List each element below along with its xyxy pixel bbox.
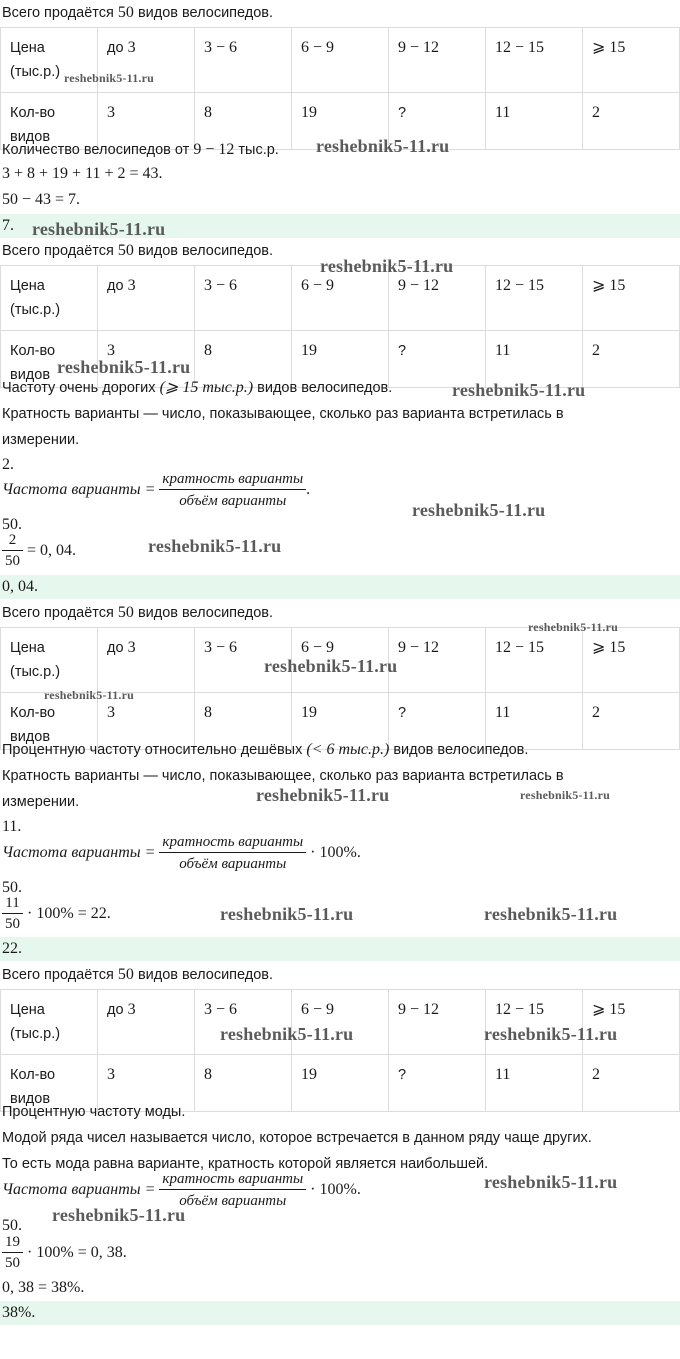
range-cell: до 3 (98, 28, 195, 93)
calc-fraction: $\frac{2}{50}$ (2, 532, 23, 570)
watermark: reshebnik5-11.ru (220, 904, 354, 924)
task3-calc: $\frac{11}{50}$ · 100% = 22. (2, 895, 111, 933)
task3-formula: Частота варианты = $\frac{\text{кратность варианты}}{\text{объём варианты}}$ · 100%. (2, 834, 361, 873)
count-cell: ? (389, 1055, 486, 1112)
range-cell: ⩾ 15 (583, 266, 680, 331)
watermark: reshebnik5-11.ru (528, 620, 618, 634)
count-cell: 11 (486, 693, 583, 750)
watermark: reshebnik5-11.ru (412, 500, 546, 520)
count-cell: 3 (98, 93, 195, 150)
task2-question: Частоту очень дорогих (⩾ 15 тыс.р.) видов велосипедов. (2, 379, 393, 396)
count-cell: 19 (292, 693, 389, 750)
definition-line: То есть мода равна варианте, кратность которой является наибольшей. (2, 1156, 489, 1172)
count-cell: 3 (98, 693, 195, 750)
range-cell: 3 − 6 (195, 990, 292, 1055)
count-cell: 2 (583, 331, 680, 388)
answer-box (0, 937, 680, 961)
range-cell: 6 − 9 (292, 990, 389, 1055)
range-cell: 6 − 9 (292, 266, 389, 331)
count-cell: 19 (292, 1055, 389, 1112)
count-cell: ? (389, 331, 486, 388)
count-header-cell: Кол-во видов (1, 331, 98, 388)
watermark: reshebnik5-11.ru (320, 256, 454, 276)
watermark: reshebnik5-11.ru (44, 688, 134, 702)
price-header-cell: Цена (тыс.р.) (1, 628, 98, 693)
range-cell: 6 − 9 (292, 28, 389, 93)
task2-calc: $\frac{2}{50}$ = 0, 04. (2, 532, 76, 570)
watermark: reshebnik5-11.ru (57, 357, 191, 377)
count-cell: 8 (195, 693, 292, 750)
definition-line: измерении. (2, 432, 80, 448)
formula-fraction: $\frac{\text{кратность варианты}}{\text{объём варианты}}$ (159, 833, 306, 873)
intro-text: Всего продаётся (2, 5, 114, 21)
formula-fraction: $\frac{\text{кратность варианты}}{\text{объём варианты}}$ (159, 1170, 306, 1210)
task4-question: Процентную частоту моды. (2, 1104, 186, 1120)
range-cell: 12 − 15 (486, 266, 583, 331)
task2-total: 50. (2, 516, 22, 533)
task1-step1: 3 + 8 + 19 + 11 + 2 = 43. (2, 165, 163, 182)
watermark: reshebnik5-11.ru (64, 71, 154, 85)
range-cell: 9 − 12 (389, 266, 486, 331)
task2-value: 2. (2, 456, 14, 473)
task1-step2: 50 − 43 = 7. (2, 191, 81, 208)
range-cell: до 3 (98, 990, 195, 1055)
task4-calc: $\frac{19}{50}$ · 100% = 0, 38. (2, 1234, 127, 1272)
calc-fraction: $\frac{19}{50}$ (2, 1234, 23, 1272)
intro-number: 50 (117, 4, 134, 21)
watermark: reshebnik5-11.ru (264, 656, 398, 676)
formula-fraction: $\frac{\text{кратность варианты}}{\text{объём варианты}}$ (159, 470, 306, 510)
range-cell: 6 − 9 (292, 628, 389, 693)
task3-value: 11. (2, 818, 22, 835)
task3-total: 50. (2, 879, 22, 896)
range-cell: ⩾ 15 (583, 628, 680, 693)
count-cell: 8 (195, 1055, 292, 1112)
count-cell: 2 (583, 693, 680, 750)
task4-step2: 0, 38 = 38%. (2, 1279, 85, 1296)
answer-box (0, 575, 680, 599)
watermark: reshebnik5-11.ru (452, 380, 586, 400)
range-cell: 3 − 6 (195, 266, 292, 331)
price-header-cell: Цена (тыс.р.) (1, 990, 98, 1055)
count-cell: 8 (195, 331, 292, 388)
range-cell: до 3 (98, 266, 195, 331)
range-cell: 3 − 6 (195, 28, 292, 93)
price-header-cell: Цена (тыс.р.) (1, 28, 98, 93)
count-cell: 3 (98, 1055, 195, 1112)
count-header-cell: Кол-во видов (1, 93, 98, 150)
range-cell: до 3 (98, 628, 195, 693)
intro-line (2, 4, 273, 22)
intro-text-end: видов велосипедов. (137, 5, 274, 21)
watermark: reshebnik5-11.ru (520, 788, 610, 802)
intro-line: Всего продаётся 50 видов велосипедов. (2, 604, 274, 621)
count-header-cell: Кол-во видов (1, 693, 98, 750)
count-cell: 11 (486, 1055, 583, 1112)
price-header-cell: Цена (тыс.р.) (1, 266, 98, 331)
task4-total: 50. (2, 1217, 22, 1234)
frequency-table (0, 989, 680, 1112)
count-cell: 8 (195, 93, 292, 150)
range-cell: 12 − 15 (486, 28, 583, 93)
watermark: reshebnik5-11.ru (220, 1024, 354, 1044)
count-cell: 19 (292, 93, 389, 150)
answer-box (0, 1301, 680, 1325)
range-cell: 12 − 15 (486, 628, 583, 693)
answer-value: 0, 04. (2, 578, 38, 595)
frequency-table (0, 27, 680, 150)
count-cell: 3 (98, 331, 195, 388)
watermark: reshebnik5-11.ru (484, 1024, 618, 1044)
task1-question: Количество велосипедов от 9 − 12 тыс.р. (2, 141, 279, 158)
intro-line: Всего продаётся 50 видов велосипедов. (2, 242, 274, 259)
watermark: reshebnik5-11.ru (52, 1205, 186, 1225)
range-cell: 12 − 15 (486, 990, 583, 1055)
answer-value: 22. (2, 940, 22, 957)
task4-formula: Частота варианты = $\frac{\text{кратность варианты}}{\text{объём варианты}}$ · 100%. (2, 1171, 361, 1210)
count-cell: 2 (583, 93, 680, 150)
count-cell: 19 (292, 331, 389, 388)
answer-value: 7. (2, 217, 14, 234)
range-cell: 9 − 12 (389, 28, 486, 93)
definition-line: Модой ряда чисел называется число, которое встречается в данном ряду чаще других. (2, 1130, 592, 1146)
task3-question: Процентную частоту относительно дешёвых (< 6 тыс.р.) видов велосипедов. (2, 741, 529, 758)
intro-line: Всего продаётся 50 видов велосипедов. (2, 966, 274, 983)
definition-line: Кратность варианты — число, показывающее, сколько раз варианта встретилась в (2, 406, 564, 422)
range-cell: 9 − 12 (389, 628, 486, 693)
count-cell: 11 (486, 331, 583, 388)
count-cell: 11 (486, 93, 583, 150)
watermark: reshebnik5-11.ru (484, 904, 618, 924)
count-cell: 2 (583, 1055, 680, 1112)
watermark: reshebnik5-11.ru (148, 536, 282, 556)
range-cell: 9 − 12 (389, 990, 486, 1055)
task2-formula: Частота варианты = $\frac{\text{кратность варианты}}{\text{объём варианты}}$ . (2, 471, 311, 510)
calc-fraction: $\frac{11}{50}$ (2, 895, 23, 933)
range-cell: 3 − 6 (195, 628, 292, 693)
count-header-cell: Кол-во видов (1, 1055, 98, 1112)
range-cell: ⩾ 15 (583, 28, 680, 93)
watermark: reshebnik5-11.ru (484, 1172, 618, 1192)
answer-value: 38%. (2, 1304, 36, 1321)
count-cell: ? (389, 93, 486, 150)
watermark: reshebnik5-11.ru (316, 136, 450, 156)
count-cell: ? (389, 693, 486, 750)
definition-line: измерении. (2, 794, 80, 810)
watermark: reshebnik5-11.ru (256, 785, 390, 805)
range-cell: ⩾ 15 (583, 990, 680, 1055)
watermark: reshebnik5-11.ru (32, 219, 166, 239)
definition-line: Кратность варианты — число, показывающее, сколько раз варианта встретилась в (2, 768, 564, 784)
